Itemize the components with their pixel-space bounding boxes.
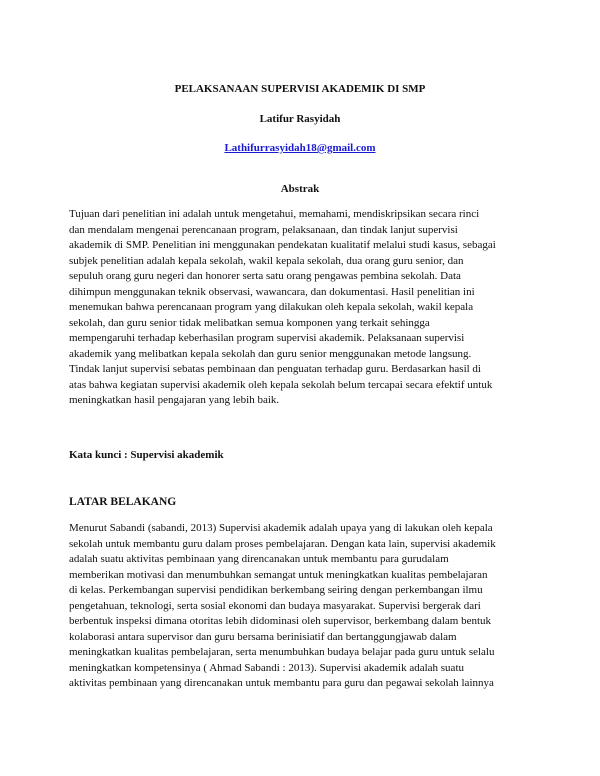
body-line: berbentuk inspeksi dimana otoritas lebih didominasi oleh supervisor, berkembang dalam bentuk: [69, 615, 492, 627]
body-line: meningkatkan kualitas pembelajaran, serta menumbuhkan budaya belajar pada guru untuk selalu: [69, 646, 495, 658]
abstract-line: mempengaruhi terhadap keberhasilan program supervisi akademik. Pelaksanaan supervisi: [69, 332, 465, 344]
abstract-line: dan mendalam mengenai perencanaan program, pelaksanaan, dan tindak lanjut supervisi: [69, 223, 458, 236]
document-title: PELAKSANAAN SUPERVISI AKADEMIK DI SMP: [174, 83, 426, 95]
email-container: [0, 138, 600, 156]
abstract-line: akademik di SMP. Penelitian ini menggunakan pendekatan kualitatif melalui studi kasus, sebagai: [69, 239, 496, 251]
body-line: adalah suatu aktivitas pembinaan yang direncanakan untuk membantu para gurudalam: [69, 553, 449, 565]
body-line: sekolah untuk membantu guru dalam proses pembelajaran. Dengan kata lain, supervisi akademik: [69, 537, 496, 550]
abstract-line: sekolah, dan guru senior tidak melibatkan semua komponen yang terkait sehingga: [69, 316, 430, 329]
abstract-body: [69, 207, 539, 409]
body-line: Menurut Sabandi (sabandi, 2013) Supervisi akademik adalah upaya yang di lakukan oleh kepala: [69, 522, 493, 534]
abstract-line: atas bahwa kegiatan supervisi akademik oleh kepala sekolah belum tercapai secara efektif untuk: [69, 378, 493, 391]
body-line: di kelas. Perkembangan supervisi pendidikan berkembang seiring dengan perkembangan ilmu: [69, 584, 483, 596]
abstract-line: meningkatkan hasil pengajaran yang lebih baik.: [69, 394, 280, 406]
section-heading: LATAR BELAKANG: [69, 496, 177, 508]
section-body: [69, 521, 539, 692]
abstract-line: menemukan bahwa perencanaan program yang dilakukan oleh kepala sekolah, wakil kepala: [69, 301, 474, 313]
abstract-heading: Abstrak: [280, 183, 320, 195]
body-line: aktivitas pembinaan yang direncanakan untuk membantu para guru dan pegawai sekolah lainnya: [69, 677, 494, 689]
body-line: pengetahuan, teknologi, serta sosial ekonomi dan budaya masyarakat. Supervisi bergerak dari: [69, 599, 481, 612]
body-line: meningkatkan kompetensinya ( Ahmad Sabandi : 2013). Supervisi akademik adalah suatu: [69, 661, 464, 674]
keywords: Kata kunci : Supervisi akademik: [69, 449, 224, 461]
abstract-line: dihimpun menggunakan teknik observasi, wawancara, dan dokumentasi. Hasil penelitian ini: [69, 285, 475, 298]
author-name: Latifur Rasyidah: [259, 113, 341, 125]
abstract-line: Tujuan dari penelitian ini adalah untuk mengetahui, memahami, mendiskripsikan secara rinci: [69, 208, 480, 220]
body-line: memberikan motivasi dan menumbuhkan semangat untuk meningkatkan kualitas pembelajaran: [69, 568, 488, 581]
author-email-link[interactable]: Lathifurrasyidah18@gmail.com: [224, 142, 376, 154]
body-line: kolaborasi antara supervisor dan guru bersama berinisiatif dan bertanggungjawab dalam: [69, 630, 457, 643]
abstract-line: Tindak lanjut supervisi sebatas pembinaan dan penguatan terhadap guru. Berdasarkan hasil di: [69, 363, 481, 375]
abstract-line: sepuluh orang guru negeri dan honorer serta satu orang pengawas pembina sekolah. Data: [69, 270, 461, 282]
abstract-line: subjek penelitian adalah kepala sekolah, wakil kepala sekolah, dua orang guru senior, dan: [69, 254, 464, 267]
abstract-line: akademik yang melibatkan kepala sekolah dan guru senior menggunakan metode langsung.: [69, 347, 472, 360]
